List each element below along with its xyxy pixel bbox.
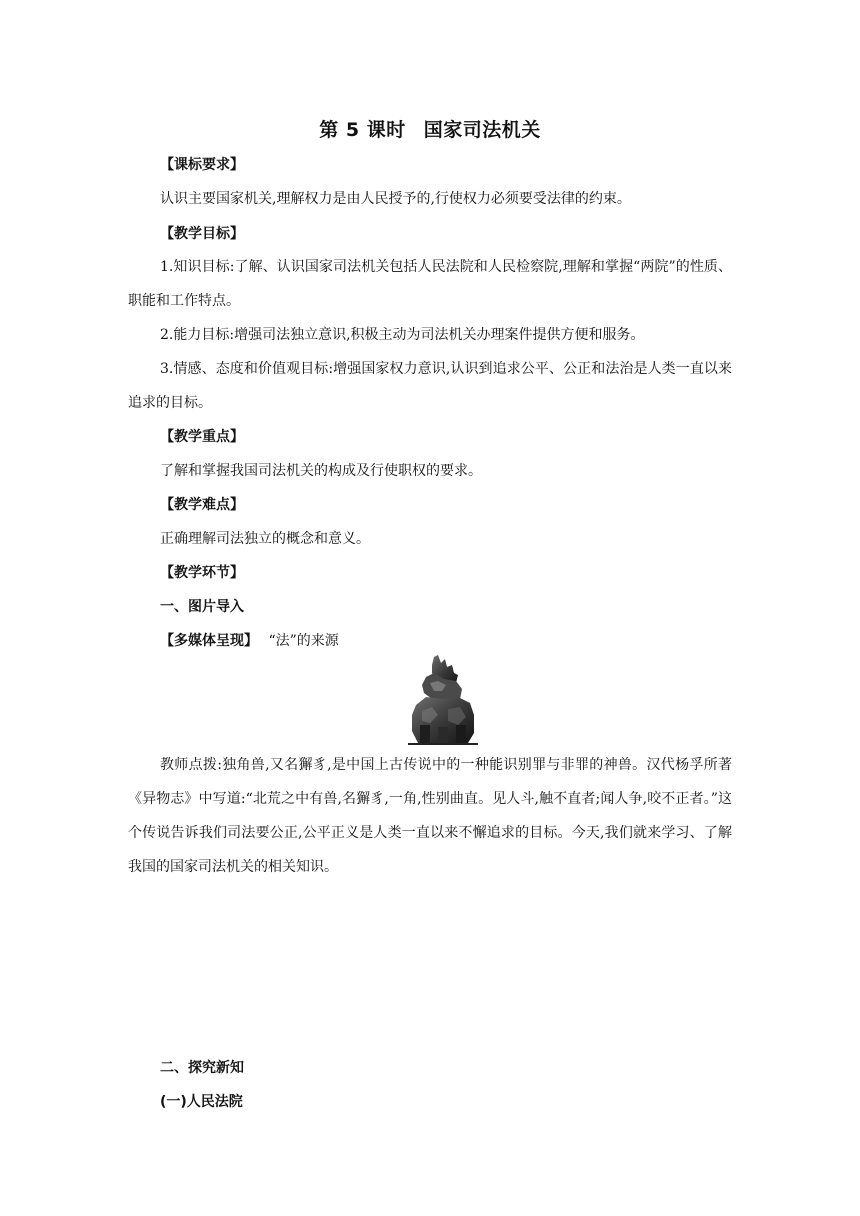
xiezhi-statue-photo-icon [408, 655, 478, 745]
section-heading-key-points: 【教学重点】 [160, 429, 244, 445]
part-heading-picture-intro: 一、图片导入 [160, 599, 244, 615]
title-topic: 国家司法机关 [423, 119, 541, 141]
section-heading-teaching-steps: 【教学环节】 [160, 565, 244, 581]
objective-ability: 2.能力目标:增强司法独立意识,积极主动为司法机关办理案件提供方便和服务。 [160, 327, 645, 343]
objective-knowledge: 1.知识目标:了解、认识国家司法机关包括人民法院和人民检察院,理解和掌握“两院”的性质、职能和工作特点。 [128, 259, 732, 309]
section-heading-curriculum: 【课标要求】 [160, 157, 244, 173]
section-heading-difficulties: 【教学难点】 [160, 497, 244, 513]
curriculum-text: 认识主要国家机关,理解权力是由人民授予的,行使权力必须要受法律的约束。 [160, 191, 631, 207]
teacher-explanation: 教师点拨:独角兽,又名獬豸,是中国上古传说中的一种能识别罪与非罪的神兽。汉代杨孚所著《异物志》中写道:“北荒之中有兽,名獬豸,一角,性别曲直。见人斗,触不直者;闻人争,咬不正者。”这个传说告诉我们司法要公正,公平正义是人类一直以来不懈追求的目标。今天,我们就来学习、了解我国的国家司法机关的相关知识。 [128, 757, 732, 875]
objective-values: 3.情感、态度和价值观目标:增强国家权力意识,认识到追求公平、公正和法治是人类一直以来追求的目标。 [128, 361, 732, 411]
key-points-text: 了解和掌握我国司法机关的构成及行使职权的要求。 [160, 463, 482, 479]
page-title [0, 115, 860, 142]
difficulties-text: 正确理解司法独立的概念和意义。 [160, 531, 370, 547]
multimedia-text: “法”的来源 [268, 633, 339, 649]
multimedia-label: 【多媒体呈现】 [160, 633, 258, 649]
part-heading-explore-new: 二、探究新知 [160, 1060, 244, 1076]
title-lesson-number: 第 5 课时 [319, 119, 406, 141]
subsection-heading-peoples-court: (一)人民法院 [160, 1094, 243, 1110]
section-heading-objectives: 【教学目标】 [160, 226, 244, 242]
multimedia-line [160, 631, 339, 651]
